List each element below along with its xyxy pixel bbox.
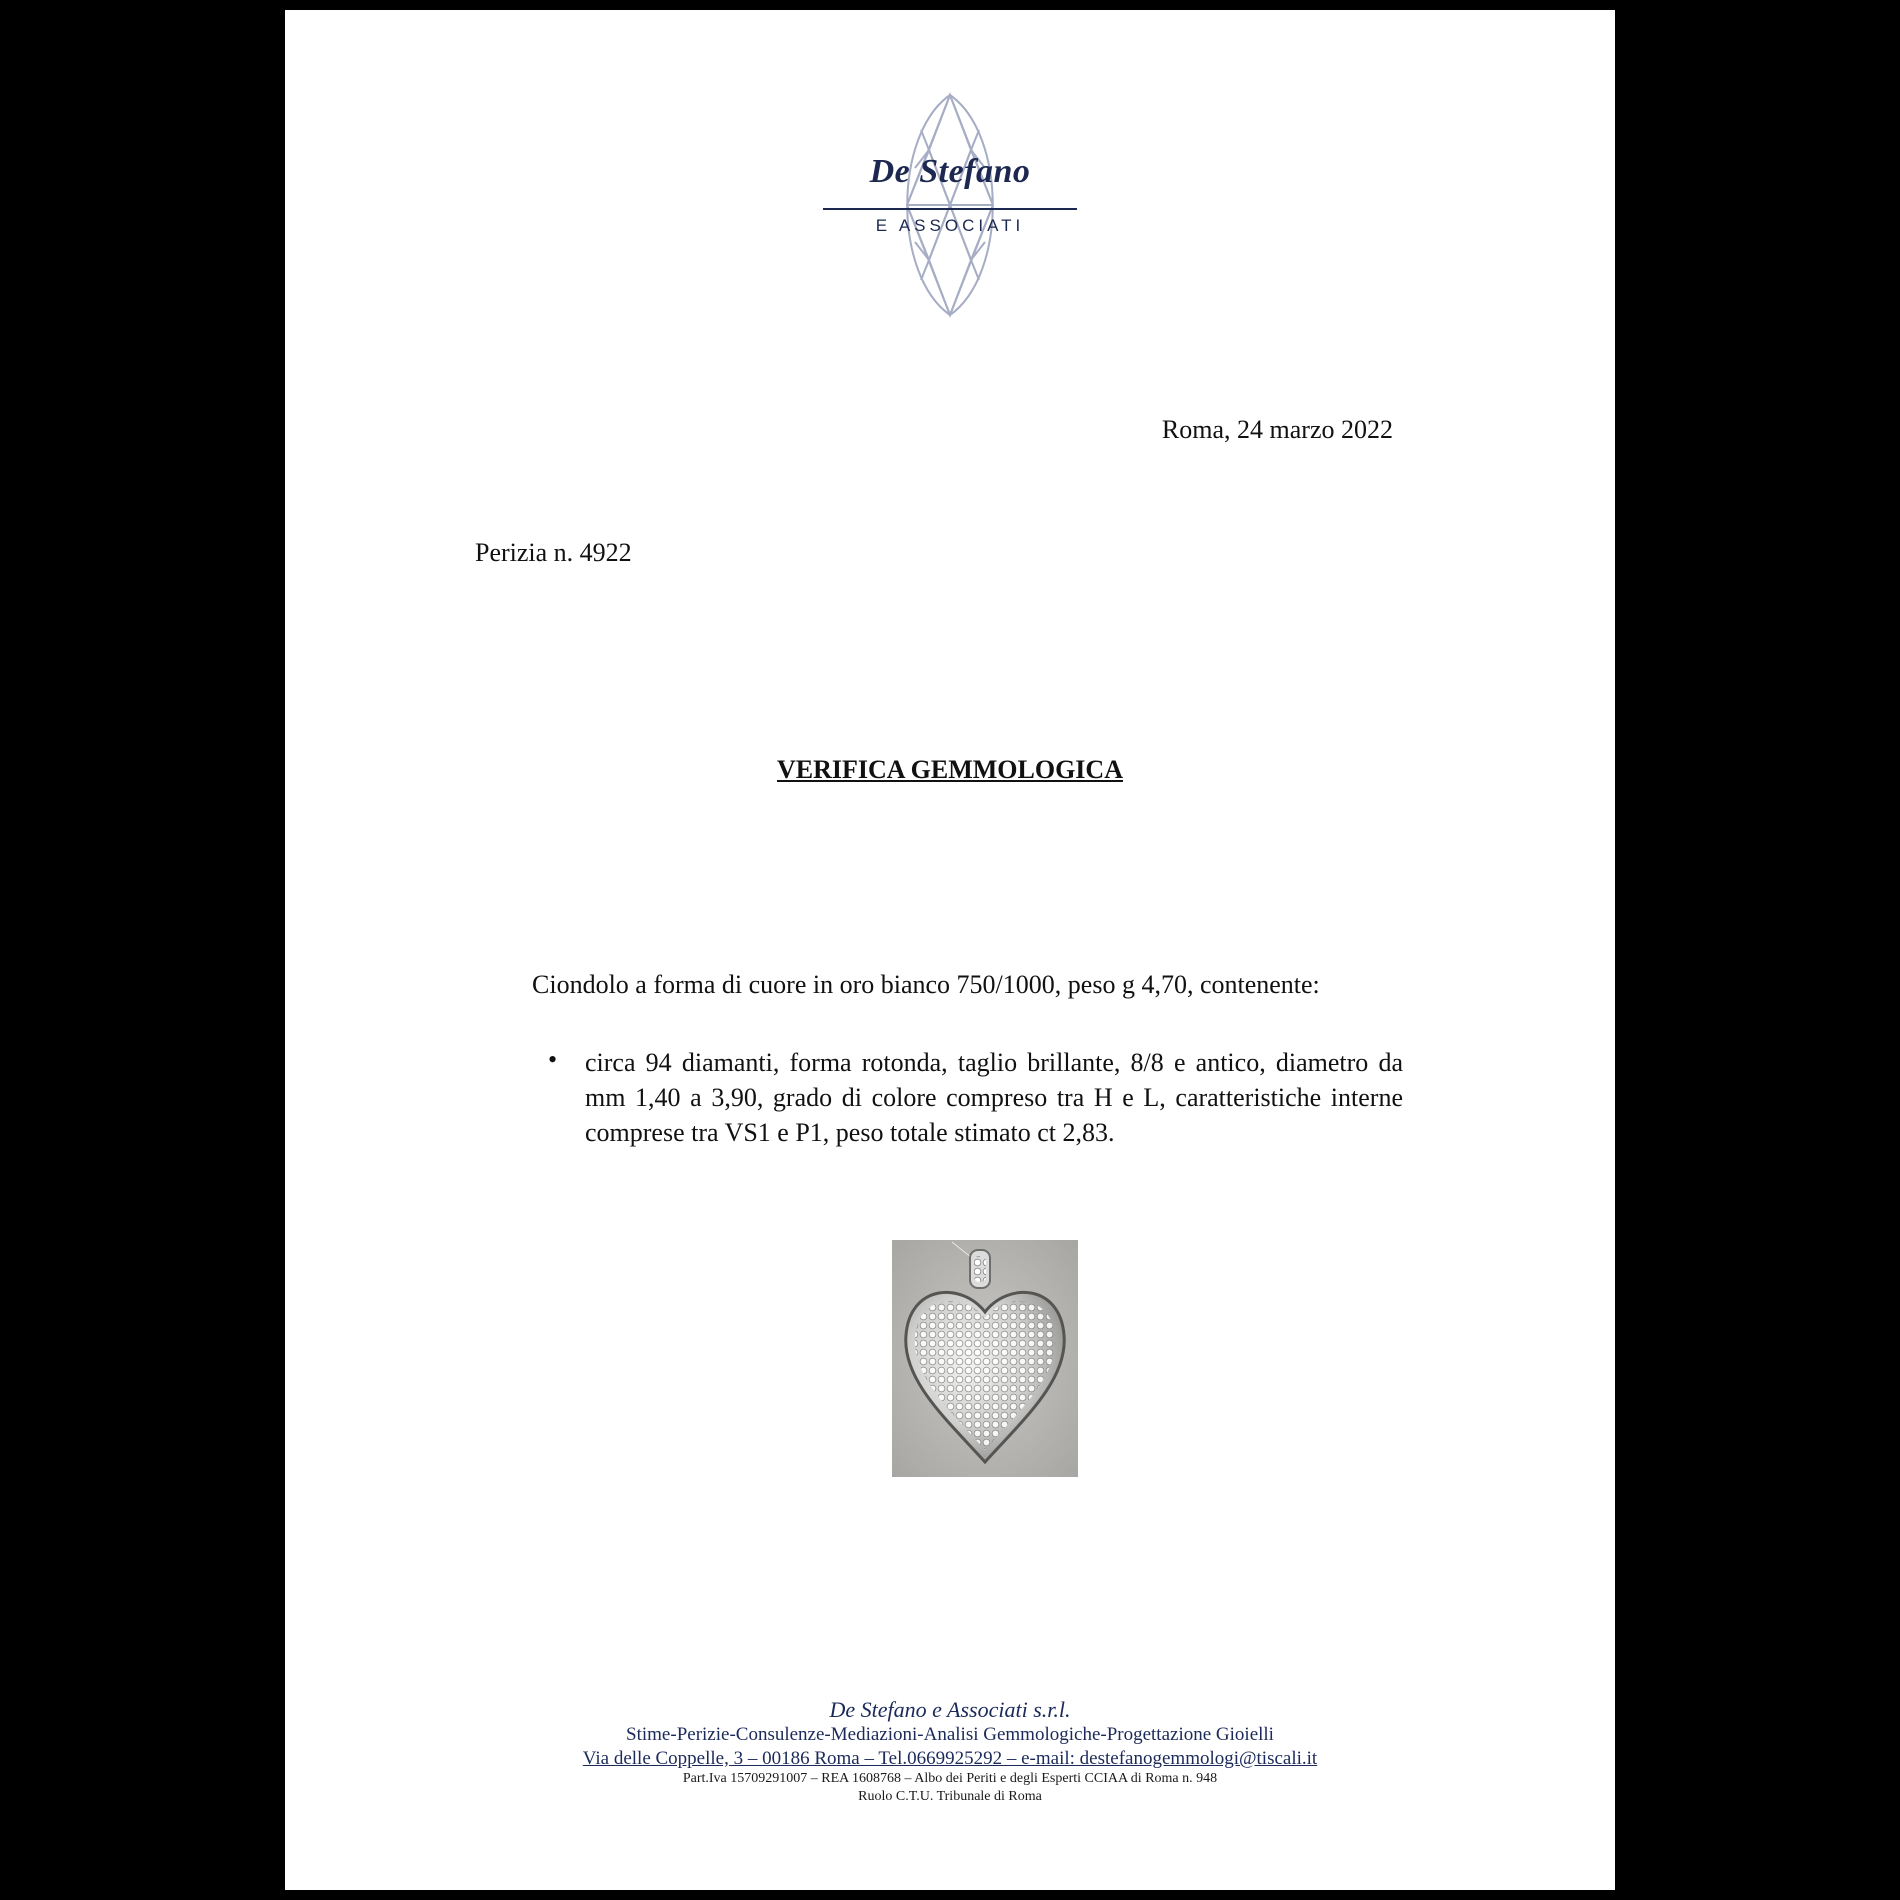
document-date: Roma, 24 marzo 2022: [1161, 415, 1393, 444]
footer-company: De Stefano e Associati s.r.l.: [829, 1697, 1071, 1722]
footer-court: Ruolo C.T.U. Tribunale di Roma: [858, 1789, 1042, 1804]
letterhead-footer: [285, 1697, 1615, 1806]
item-description: Ciondolo a forma di cuore in oro bianco 750/1000, peso g 4,70, contenente:: [532, 970, 1320, 999]
logo-subtitle: E ASSOCIATI: [875, 216, 1025, 235]
pendant-photo: [892, 1240, 1078, 1477]
footer-services: Stime-Perizie-Consulenze-Mediazioni-Analisi Gemmologiche-Progettazione Gioielli: [626, 1724, 1274, 1745]
company-logo: [815, 90, 1085, 320]
marquise-diamond-icon: [815, 90, 1085, 320]
document-page: [285, 10, 1615, 1890]
stone-details-text: circa 94 diamanti, forma rotonda, taglio brillante, 8/8 e antico, diametro da mm 1,40 a 3,90, grado di colore compreso tra H e L, caratteristiche interne comprese tra VS1 e P1, peso totale stimato ct 2,83.: [585, 1048, 1403, 1147]
logo-name: De Stefano: [869, 153, 1031, 190]
document-title: VERIFICA GEMMOLOGICA: [777, 755, 1123, 784]
bullet-icon: •: [548, 1045, 558, 1074]
footer-registry: Part.Iva 15709291007 – REA 1608768 – Albo dei Periti e degli Esperti CCIAA di Roma n. 948: [682, 1771, 1218, 1786]
footer-address: Via delle Coppelle, 3 – 00186 Roma – Tel.0669925292 – e-mail: destefanogemmologi@tiscali.it: [582, 1748, 1318, 1769]
logo-divider: [823, 208, 1077, 210]
heart-pendant-image: [892, 1240, 1078, 1477]
appraisal-number: Perizia n. 4922: [475, 538, 632, 567]
